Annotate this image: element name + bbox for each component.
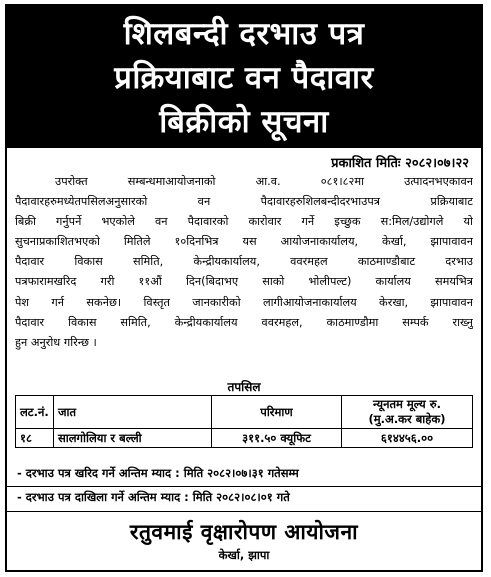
cell-type: सालगोलिया र बल्ली: [54, 429, 212, 448]
schedule-title: तपसिल: [227, 380, 261, 394]
column-header-min-price: [342, 396, 473, 429]
body-line: पैदावार विकास समिति, केन्द्रीयकार्यालय ववरमहल, काठमाण्डौमा सम्पर्क राख्नु: [15, 315, 473, 329]
notice-frame: [5, 4, 483, 572]
min-price-note: (मु.अ.कर बाहेक): [368, 412, 446, 426]
purchase-deadline: - दरभाउ पत्र खरिद गर्ने अन्तिम म्याद : मिति २०८२।०७।३१ गतेसम्म: [17, 466, 299, 480]
banner-title-line-2: प्रक्रियाबाट वन पैदावार: [114, 60, 374, 96]
cell-lot-no: १८: [16, 429, 54, 448]
column-header-type: जात: [54, 396, 212, 429]
divider: [7, 486, 481, 487]
cell-min-price: ६१४४५६.००: [342, 429, 473, 448]
table-header-row: [16, 396, 473, 429]
published-date-value: २०८२।०७।२२: [405, 156, 469, 171]
notice-body: [15, 172, 473, 353]
published-date-label: प्रकाशित मितिः: [331, 156, 401, 171]
organization-address: केर्खा, झापा: [218, 548, 270, 562]
column-header-lot-no: लट.नं.: [16, 396, 54, 429]
submission-deadline: - दरभाउ पत्र दाखिला गर्ने अन्तिम म्याद : मिति २०८२।०८।०१ गते: [17, 490, 290, 504]
body-line: बिक्री गर्नुपर्ने भएकोले वन पैदावारको कारोवार गर्ने इच्छुक स:मिल/उद्योगले यो: [15, 215, 473, 229]
body-line: हुन अनुरोध गरिन्छ ।: [15, 335, 97, 349]
table-row: [16, 429, 473, 448]
notice-banner: [7, 6, 481, 148]
body-line: पैदावार विकास समिति, केन्द्रीयकार्यालय, ववरमहल काठमाण्डौबाट दरभाउ: [15, 255, 473, 269]
cell-quantity: ३११.५० क्यूफिट: [212, 429, 342, 448]
body-line: पैदावारहरुमध्येतपसिलअनुसारको वन पैदावारहरुशिलबन्दीदरभाउपत्र प्रक्रियाबाट: [15, 195, 473, 209]
divider: [7, 511, 481, 512]
lots-table: [15, 395, 473, 448]
banner-title-line-3: बिक्रीको सूचना: [159, 104, 329, 140]
organization-name: रतुवमाई वृक्षारोपण आयोजना: [129, 520, 359, 544]
column-header-quantity: परिमाण: [212, 396, 342, 429]
body-line: उपरोक्त सम्बन्धमाआयोजनाको आ.व. ०८१।८२मा उत्पादनभएकावन: [55, 175, 473, 188]
published-date: [331, 153, 469, 171]
body-line: पत्रफारामखरिद गरी ११औं दिन(बिदाभए साको भोलीपल्ट) कार्यालय समयभित्र: [15, 275, 473, 289]
body-line: पेश गर्न सकनेछ। विस्तृत जानकारीको लागीआयोजनाकार्यालय केरखा, झापावावन: [15, 295, 473, 309]
min-price-label: न्यूनतम मूल्य रु.: [373, 397, 441, 411]
banner-title-line-1: शिलबन्दी दरभाउ पत्र: [123, 16, 365, 52]
body-line: सुचनाप्रकाशितभएको मितिले १०दिनभित्र यस आयोजनाकार्यालय, केर्खा, झापावावन: [15, 235, 473, 249]
